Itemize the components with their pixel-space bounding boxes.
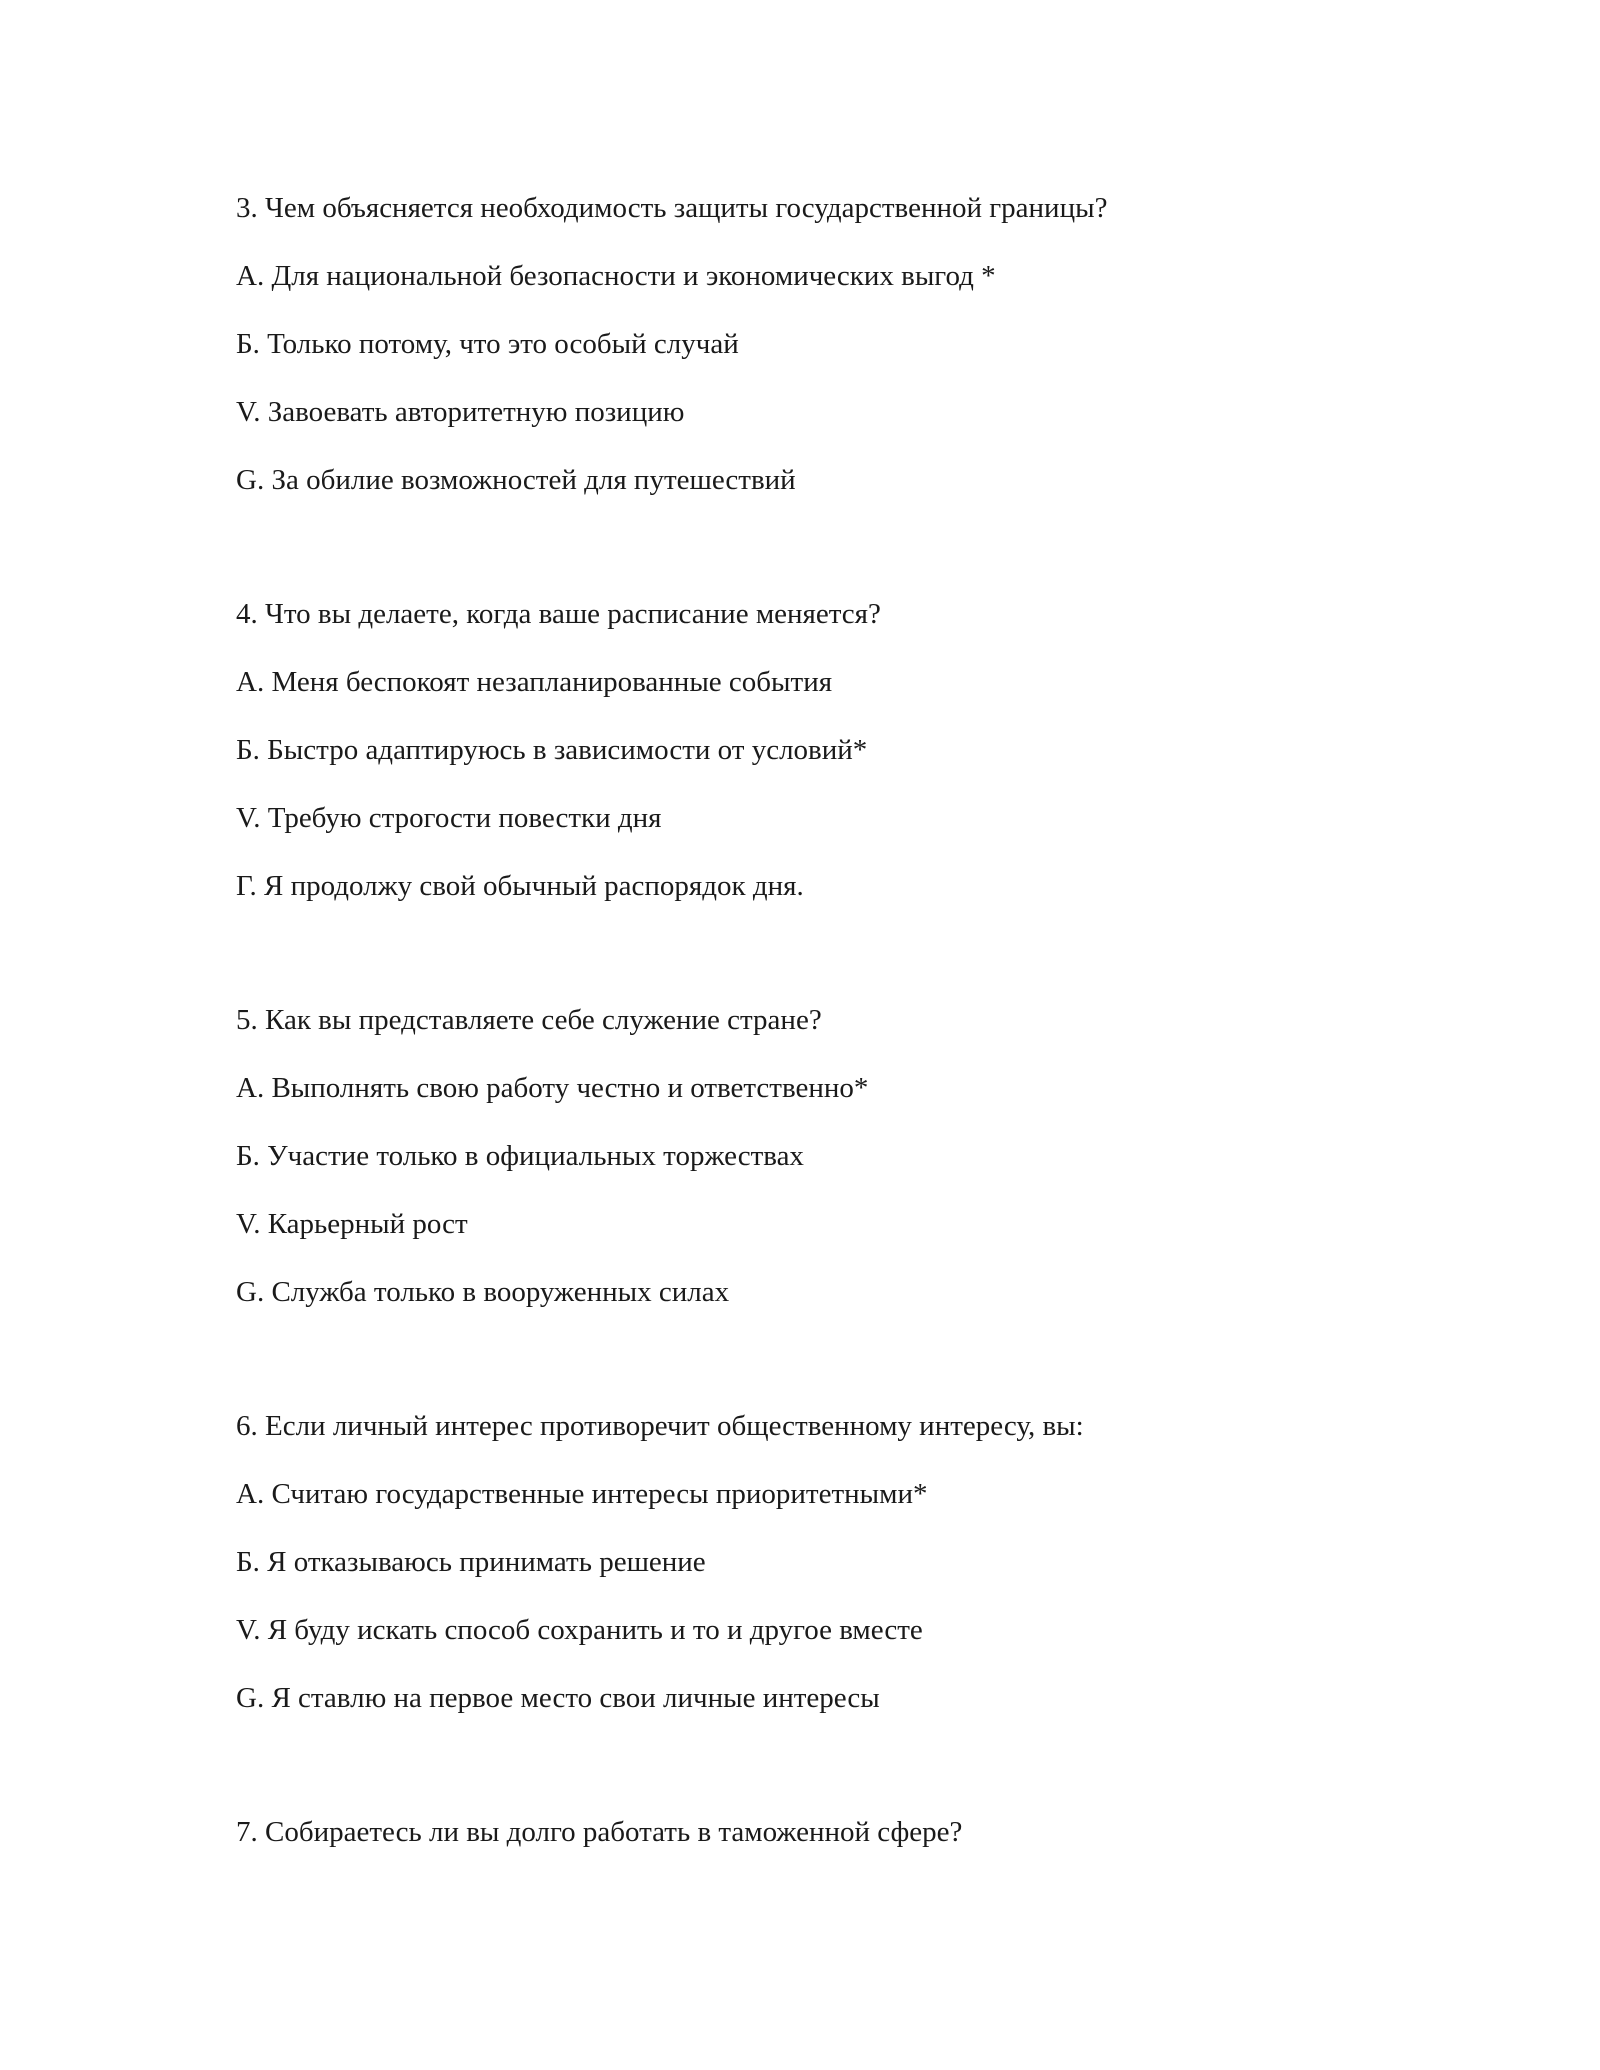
- answer-option: V. Требую строгости повестки дня: [236, 802, 662, 834]
- answer-option: А. Выполнять свою работу честно и ответственно*: [236, 1072, 869, 1104]
- answer-option: А. Меня беспокоят незапланированные события: [236, 666, 833, 698]
- answer-option: А. Для национальной безопасности и экономических выгод *: [236, 260, 996, 292]
- question-text: 6. Если личный интерес противоречит общественному интересу, вы:: [236, 1410, 1084, 1442]
- question-text: 4. Что вы делаете, когда ваше расписание меняется?: [236, 598, 881, 630]
- answer-option: G. Я ставлю на первое место свои личные интересы: [236, 1682, 880, 1714]
- answer-option: Б. Быстро адаптируюсь в зависимости от условий*: [236, 734, 868, 766]
- question-text: 7. Собираетесь ли вы долго работать в таможенной сфере?: [236, 1816, 963, 1848]
- answer-option: А. Считаю государственные интересы приоритетными*: [236, 1478, 928, 1510]
- answer-option: V. Карьерный рост: [236, 1208, 468, 1240]
- question-text: 5. Как вы представляете себе служение стране?: [236, 1004, 822, 1036]
- answer-option: G. Служба только в вооруженных силах: [236, 1276, 730, 1308]
- answer-option: Б. Только потому, что это особый случай: [236, 328, 739, 360]
- answer-option: V. Я буду искать способ сохранить и то и другое вместе: [236, 1614, 923, 1646]
- answer-option: Б. Участие только в официальных торжествах: [236, 1140, 804, 1172]
- answer-option: Б. Я отказываюсь принимать решение: [236, 1546, 706, 1578]
- question-text: 3. Чем объясняется необходимость защиты государственной границы?: [236, 192, 1108, 224]
- answer-option: V. Завоевать авторитетную позицию: [236, 396, 685, 428]
- answer-option: Г. Я продолжу свой обычный распорядок дня.: [236, 870, 804, 902]
- answer-option: G. За обилие возможностей для путешествий: [236, 464, 796, 496]
